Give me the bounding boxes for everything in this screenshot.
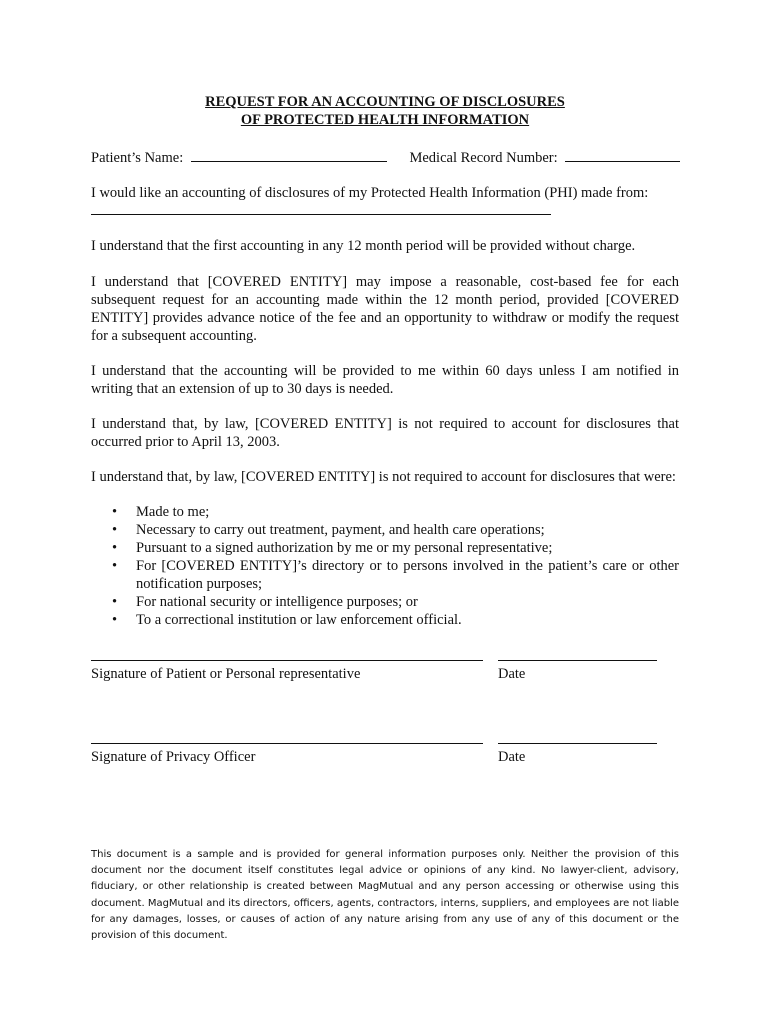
timing-paragraph: I understand that the accounting will be provided to me within 60 days unless I am notified in writing that an extension of up to 30 days is needed. bbox=[91, 363, 679, 397]
title-line-2: OF PROTECTED HEALTH INFORMATION bbox=[240, 111, 530, 128]
officer-date-label: Date bbox=[498, 749, 526, 765]
list-item: • Pursuant to a signed authorization by me or my personal representative; bbox=[112, 540, 553, 556]
prior-date-paragraph: I understand that, by law, [COVERED ENTITY] is not required to account for disclosures that occurred prior to April 13, 2003. bbox=[91, 416, 679, 450]
request-from-text: I would like an accounting of disclosures of my Protected Health Information (PHI) made from: bbox=[91, 185, 649, 201]
legal-disclaimer: This document is a sample and is provided for general information purposes only. Neither the provision of this document nor the document itself constitutes legal advice or opinions of any kind. No lawyer-client, advisory, fiduciary, or other relationship is created between MagMutual and any person accessing or otherwise using this document. MagMutual and its directors, officers, agents, contractors, interns, suppliers, and employees are not liable for any damages, losses, or causes of action of any nature arising from any use of any of this document or the provision of this document. bbox=[91, 849, 679, 942]
fee-paragraph: I understand that [COVERED ENTITY] may impose a reasonable, cost-based fee for each subsequent request for an accounting made within the 12 month period, provided [COVERED ENTITY] provides advance notice of the fee and an opportunity to withdraw or modify the request for a subsequent accounting. bbox=[91, 274, 679, 344]
patient-date-line[interactable] bbox=[498, 660, 657, 661]
exceptions-intro-paragraph: I understand that, by law, [COVERED ENTITY] is not required to account for disclosures that were: bbox=[91, 469, 676, 485]
bullet-icon: • bbox=[112, 522, 118, 538]
exceptions-list bbox=[91, 503, 679, 629]
patient-signature-label: Signature of Patient or Personal representative bbox=[91, 666, 361, 682]
bullet-icon: • bbox=[112, 558, 118, 574]
bullet-icon: • bbox=[112, 612, 118, 628]
list-item: • Necessary to carry out treatment, payment, and health care operations; bbox=[112, 522, 545, 538]
bullet-icon: • bbox=[112, 504, 118, 520]
officer-signature-label: Signature of Privacy Officer bbox=[91, 749, 256, 765]
bullet-icon: • bbox=[112, 594, 118, 610]
patient-signature-line[interactable] bbox=[91, 660, 483, 661]
first-accounting-paragraph: I understand that the first accounting in any 12 month period will be provided without charge. bbox=[91, 238, 636, 254]
patient-date-label: Date bbox=[498, 666, 526, 682]
bullet-icon: • bbox=[112, 540, 118, 556]
patient-name-field[interactable] bbox=[191, 147, 387, 162]
medical-record-label: Medical Record Number: bbox=[409, 150, 558, 166]
list-item: • To a correctional institution or law enforcement official. bbox=[112, 612, 462, 628]
patient-name-label: Patient’s Name: bbox=[91, 150, 184, 166]
medical-record-field[interactable] bbox=[565, 147, 680, 162]
list-item: • Made to me; bbox=[112, 504, 210, 520]
officer-signature-line[interactable] bbox=[91, 743, 483, 744]
officer-date-line[interactable] bbox=[498, 743, 657, 744]
title-line-1: REQUEST FOR AN ACCOUNTING OF DISCLOSURES bbox=[205, 94, 565, 110]
list-item: • For [COVERED ENTITY]’s directory or to persons involved in the patient’s care or other notification purposes; bbox=[112, 558, 679, 592]
request-from-field[interactable] bbox=[91, 214, 551, 215]
list-item: • For national security or intelligence purposes; or bbox=[112, 594, 418, 610]
document-title bbox=[91, 94, 679, 129]
patient-info-row bbox=[91, 147, 680, 167]
